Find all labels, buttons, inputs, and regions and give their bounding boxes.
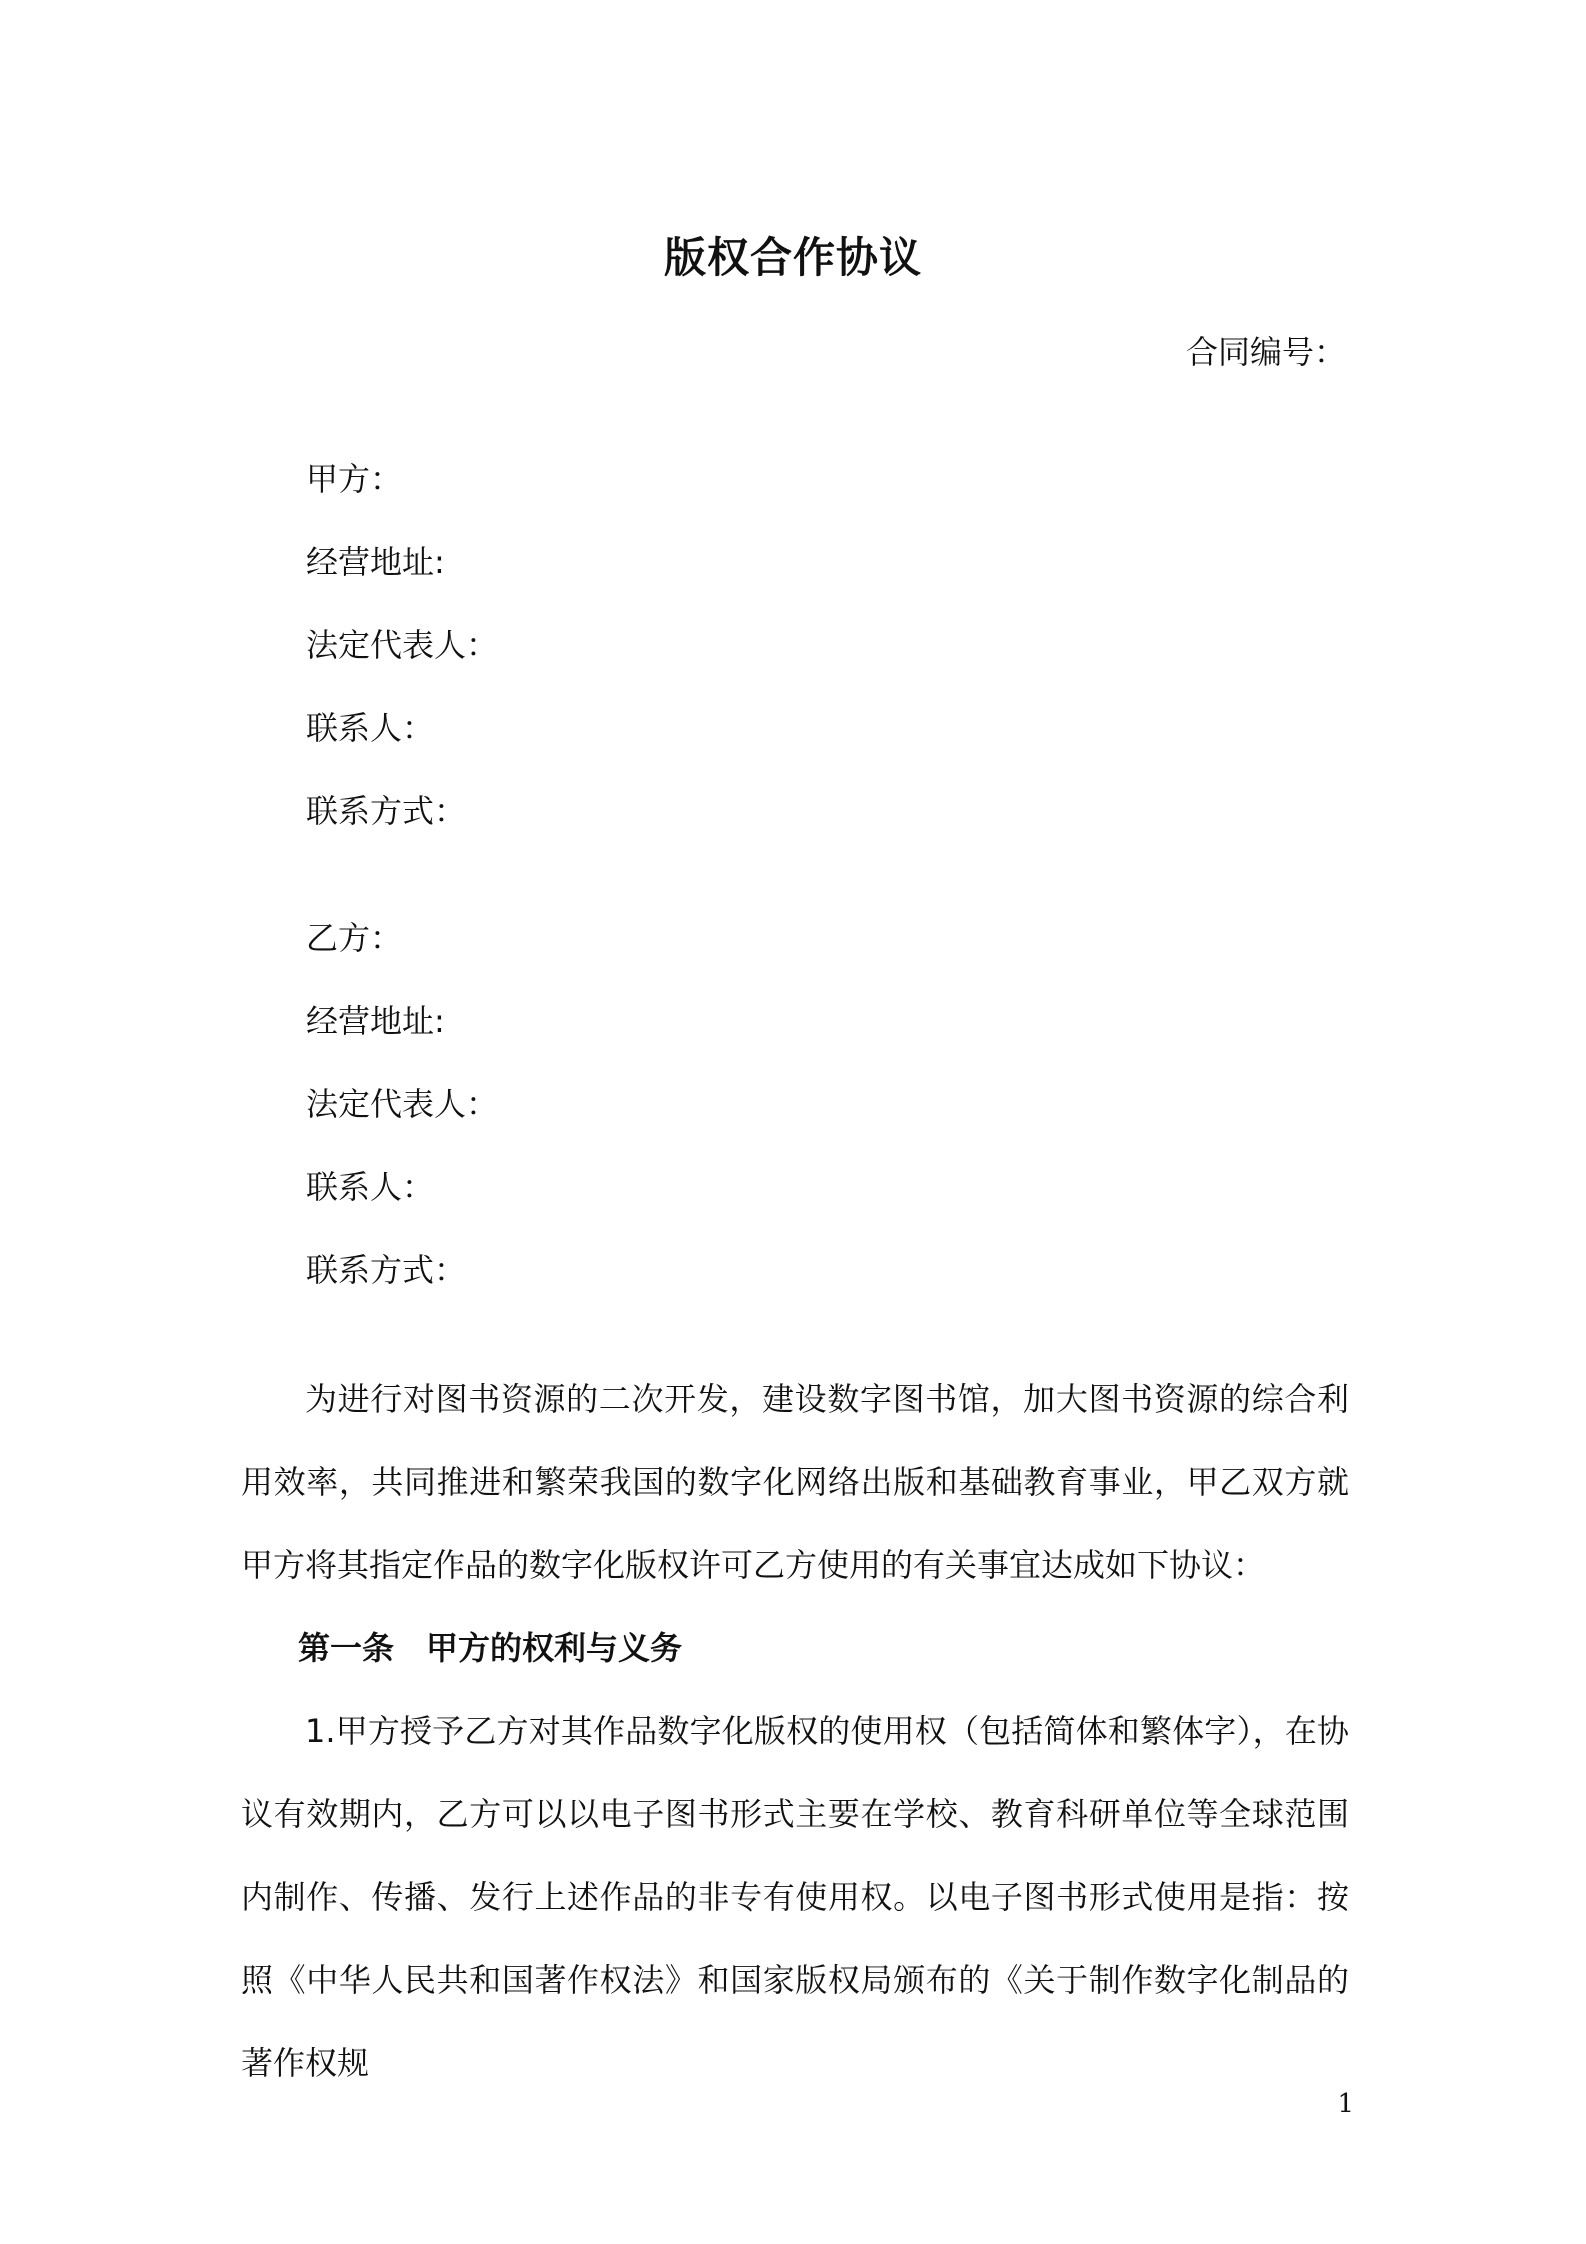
party-b-contact-method-label: 联系方式： <box>306 1251 467 1289</box>
intro-paragraph: 为进行对图书资源的二次开发，建设数字图书馆，加大图书资源的综合利用效率，共同推进和繁荣我国的数字化网络出版和基础教育事业，甲乙双方就甲方将其指定作品的数字化版权许可乙方使用的有关事宜达成如下协议： <box>241 1380 1349 1584</box>
party-a-block <box>306 438 1406 853</box>
party-a-address-label: 经营地址: <box>306 543 445 581</box>
contract-number-label: 合同编号： <box>1185 333 1346 371</box>
party-a-contact-label: 联系人： <box>306 709 435 747</box>
party-a-contact-method-label: 联系方式： <box>306 792 467 830</box>
intro-section <box>241 1358 1349 1607</box>
party-b-legal-rep-label: 法定代表人： <box>306 1085 499 1123</box>
party-b-address-label: 经营地址: <box>306 1002 445 1040</box>
document-title: 版权合作协议 <box>663 233 922 282</box>
party-b-label: 乙方： <box>306 919 403 957</box>
party-a-label: 甲方： <box>306 460 403 498</box>
party-b-block <box>306 897 1406 1312</box>
party-a-legal-rep-label: 法定代表人： <box>306 626 499 664</box>
page-number: 1 <box>1337 2089 1354 2119</box>
article-1-section <box>241 1690 1349 2105</box>
article-1-title: 第一条 甲方的权利与义务 <box>298 1629 683 1667</box>
party-b-contact-label: 联系人： <box>306 1168 435 1206</box>
article-1-clause-1: 1.甲方授予乙方对其作品数字化版权的使用权（包括简体和繁体字），在协议有效期内，乙方可以以电子图书形式主要在学校、教育科研单位等全球范围内制作、传播、发行上述作品的非专有使用权。以电子图书形式使用是指：按照《中华人民共和国著作权法》和国家版权局颁布的《关于制作数字化制品的著作权规 <box>241 1712 1349 2082</box>
